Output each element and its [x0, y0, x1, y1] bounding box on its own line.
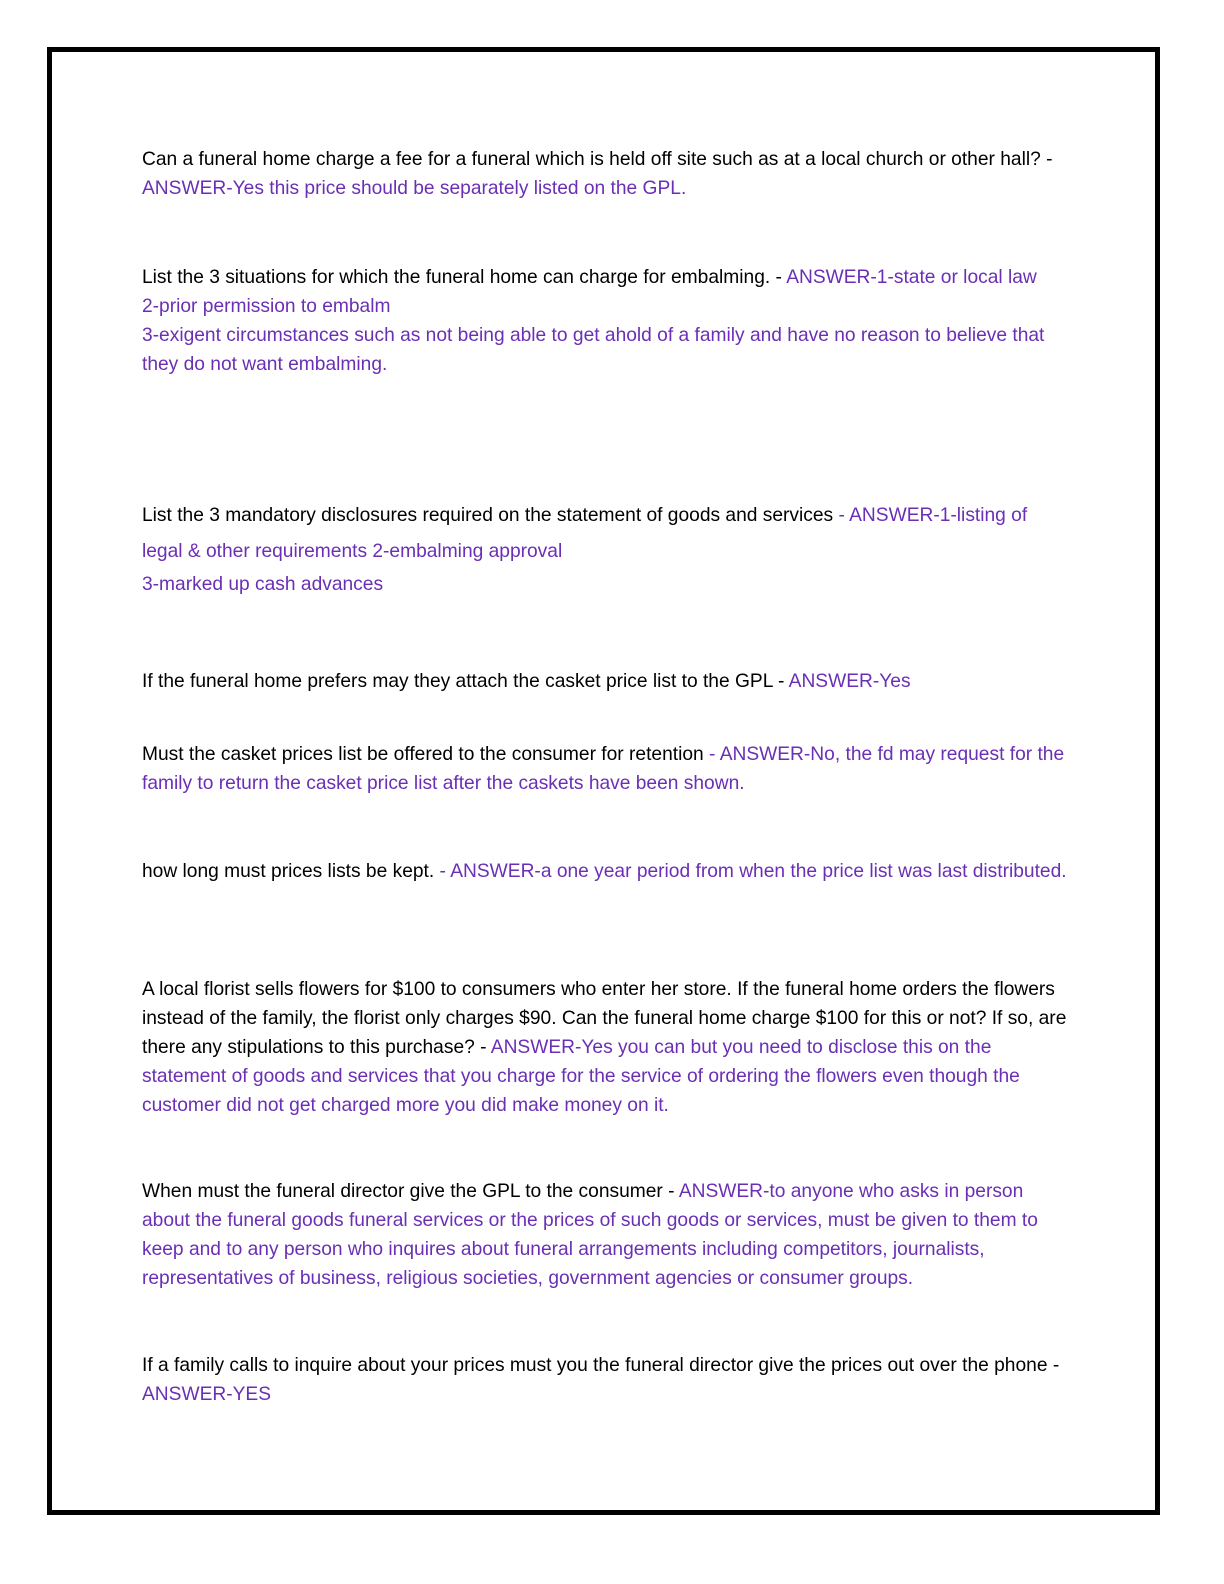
question-text: List the 3 mandatory disclosures required on the statement of goods and services [142, 505, 839, 526]
answer-continuation: 3-exigent circumstances such as not being able to get ahold of a family and have no reason to believe that they do not want embalming. [142, 325, 1045, 375]
question-text: If the funeral home prefers may they attach the casket price list to the GPL - [142, 671, 789, 692]
qa-item-1 [142, 145, 1072, 203]
answer-text: ANSWER-YES [142, 1384, 272, 1405]
answer-text: - ANSWER-No, the fd may request for the family to return the casket price list after the caskets have been shown. [142, 744, 1065, 794]
question-text: If a family calls to inquire about your prices must you the funeral director give the prices out over the phone - [142, 1355, 1060, 1376]
answer-continuation: 3-marked up cash advances [142, 574, 384, 595]
qa-item-5 [142, 740, 1072, 798]
answer-text: ANSWER-Yes this price should be separately listed on the GPL. [142, 178, 687, 199]
qa-item-4 [142, 667, 911, 696]
question-text: how long must prices lists be kept. [142, 861, 440, 882]
question-text: When must the funeral director give the GPL to the consumer - [142, 1181, 679, 1202]
question-text: A local florist sells flowers for $100 to consumers who enter her store. If the funeral home orders the flowers instead of the family, the florist only charges $90. Can the funeral home charge $100 for this or not? If so, are there any stipulations to this purchase? - [142, 979, 1067, 1058]
qa-item-7 [142, 975, 1072, 1120]
answer-continuation: 2-prior permission to embalm [142, 296, 391, 317]
answer-text: ANSWER-to anyone who asks in person about the funeral goods funeral services or the prices of such goods or services, must be given to them to keep and to any person who inquires about funeral arrangements including competitors, journalists, representatives of business, religious societies, government agencies or consumer groups. [142, 1181, 1038, 1289]
question-text: Can a funeral home charge a fee for a funeral which is held off site such as at a local church or other hall? - [142, 149, 1053, 170]
answer-text: - ANSWER-1-listing of legal & other requirements 2-embalming approval [142, 505, 1028, 562]
question-text: Must the casket prices list be offered to the consumer for retention [142, 744, 710, 765]
answer-text: ANSWER-1-state or local law [786, 267, 1037, 288]
qa-item-3 [142, 498, 1072, 599]
qa-item-8 [142, 1177, 1072, 1293]
answer-text: - ANSWER-a one year period from when the price list was last distributed. [439, 861, 1067, 882]
answer-text: ANSWER-Yes [788, 671, 911, 692]
qa-item-6 [142, 857, 1067, 886]
qa-item-9 [142, 1351, 1072, 1409]
question-text: List the 3 situations for which the funeral home can charge for embalming. - [142, 267, 787, 288]
qa-item-2 [142, 263, 1072, 379]
answer-text: ANSWER-Yes you can but you need to disclose this on the statement of goods and services that you charge for the service of ordering the flowers even though the customer did not get charged more you did make money on it. [142, 1037, 1020, 1116]
